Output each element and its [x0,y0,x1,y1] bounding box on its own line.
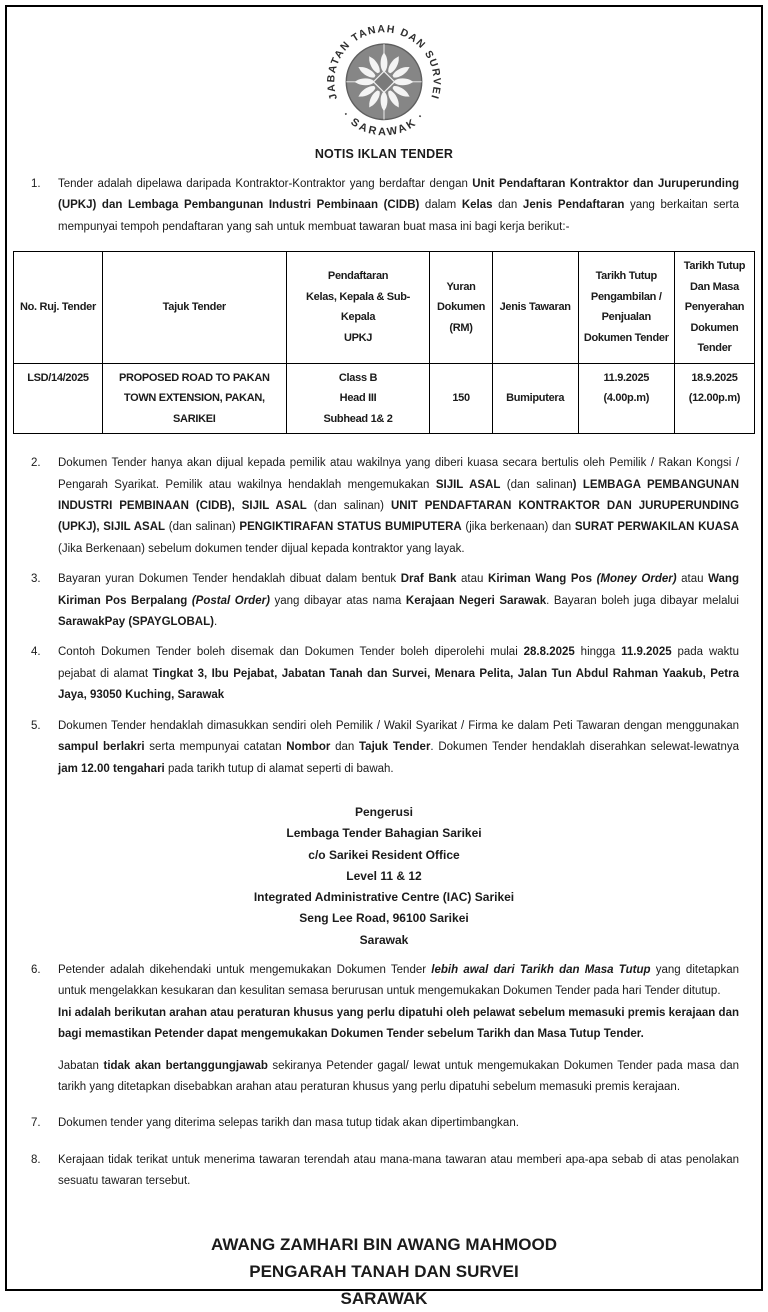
paragraph-number-spacer [31,1003,58,1046]
header-pendaftaran-upkj: Pendaftaran Kelas, Kepala & Sub- Kepala UPKJ [286,252,430,364]
department-seal-logo [321,15,447,141]
paragraph-text: Petender adalah dikehendaki untuk mengemukakan Dokumen Tender lebih awal dari Tarikh dan Masa Tutup yang ditetapkan untuk mengelakkan kesukaran dan kesulitan semasa berurusan untuk mengemukakan Dokumen Tender pada hari Tender ditutup. [58,963,739,998]
paragraph-number: 5. [31,719,41,732]
paragraph-text: Contoh Dokumen Tender boleh disemak dan Dokumen Tender boleh diperolehi mulai 28.8.2025 hingga 11.9.2025 pada waktu pejabat di alamat Tingkat 3, Ibu Pejabat, Jabatan Tanah dan Survei, Menara Pelita, Jalan Tun Abdul Rahman Yaakub, Petra Jaya, 93050 Kuching, Sarawak [58,646,739,702]
paragraph-4 [31,642,739,706]
paragraph-5 [31,716,739,780]
tender-table [13,251,755,434]
header-tarikh-tutup-penyerahan: Tarikh Tutup Dan Masa Penyerahan Dokumen Tender [674,252,754,364]
paragraph-text: Dokumen Tender hendaklah dimasukkan sendiri oleh Pemilik / Wakil Syarikat / Firma ke dalam Peti Tawaran dengan menggunakan sampul berlakri serta mempunyai catatan Nombor dan Tajuk Tender. Dokumen Tender hendaklah diserahkan selewat-lewatnya jam 12.00 tengahari pada tarikh tutup di alamat seperti di bawah. [58,719,740,775]
cell-tarikh-tutup-penjualan: 11.9.2025 (4.00p.m) [578,363,674,434]
paragraph-number: 2. [31,457,41,470]
cell-tarikh-tutup-penyerahan: 18.9.2025 (12.00p.m) [674,363,754,434]
seal-bottom-text: · SARAWAK · [339,109,429,139]
paragraph-text: Dokumen tender yang diterima selepas tarikh dan masa tutup tidak akan dipertimbangkan. [58,1117,519,1130]
paragraph-3 [31,569,739,633]
paragraph-7 [31,1113,739,1134]
header-tarikh-tutup-penjualan: Tarikh Tutup Pengambilan / Penjualan Dokumen Tender [578,252,674,364]
address-block: Pengerusi Lembaga Tender Bahagian Sarikei c/o Sarikei Resident Office Level 11 & 12 Integrated Administrative Centre (IAC) Sarikei Seng Lee Road, 96100 Sarikei Sarawak [253,804,515,947]
paragraph-text: Tender adalah dipelawa daripada Kontraktor-Kontraktor yang berdaftar dengan Unit Pendaftaran Kontraktor dan Juruperunding (UPKJ) dan Lembaga Pembangunan Industri Pembinaan (CIDB) dalam Kelas dan Jenis Pendaftaran yang berkaitan serta mempunyai tempoh pendaftaran yang sah untuk membuat tawaran buat masa ini bagi kerja berikut:- [58,178,739,233]
table-row [14,363,755,434]
paragraph-number: 7. [31,1117,41,1130]
paragraph-8 [31,1150,739,1193]
paragraph-number: 3. [31,573,41,586]
header-jenis-tawaran: Jenis Tawaran [492,252,578,364]
paragraph-number: 1. [31,178,41,190]
paragraph-number: 8. [31,1153,41,1166]
cell-yuran-dokumen: 150 [430,363,492,434]
paragraph-number: 6. [31,963,41,976]
header-tajuk-tender: Tajuk Tender [102,252,286,364]
paragraph-text: Ini adalah berikutan arahan atau peraturan khusus yang perlu dipatuhi oleh pelawat sebelum memasuki premis kerajaan dan bagi memastikan Petender dapat mengemukakan Dokumen Tender sebelum Tarikh dan Masa Tutup Tender. [58,1006,739,1041]
signature-block: AWANG ZAMHARI BIN AWANG MAHMOOD PENGARAH TANAH DAN SURVEI SARAWAK [211,1234,557,1308]
cell-tajuk-tender: PROPOSED ROAD TO PAKAN TOWN EXTENSION, PAKAN, SARIKEI [102,363,286,434]
seal-top-text: JABATAN TANAH DAN SURVEI [325,23,443,102]
paragraph-6b [31,1003,739,1046]
paragraph-6c [31,1056,739,1099]
header-no-ruj-tender: No. Ruj. Tender [14,252,103,364]
paragraph-1 [31,174,739,238]
document-header [7,15,761,161]
cell-jenis-tawaran: Bumiputera [492,363,578,434]
paragraph-text: Kerajaan tidak terikat untuk menerima tawaran terendah atau mana-mana tawaran atau memberi apa-apa sebab di atas penolakan sesuatu tawaran tersebut. [58,1153,739,1188]
paragraph-6 [31,960,739,1003]
document-frame [5,5,763,1308]
cell-pendaftaran-upkj: Class B Head III Subhead 1& 2 [286,363,430,434]
paragraph-2 [31,453,739,560]
paragraph-text: Bayaran yuran Dokumen Tender hendaklah dibuat dalam bentuk Draf Bank atau Kiriman Wang Pos (Money Order) atau Wang Kiriman Pos Berpalang (Postal Order) yang dibayar atas nama Kerajaan Negeri Sarawak. Bayaran boleh juga dibayar melalui SarawakPay (SPAYGLOBAL). [58,573,739,629]
notice-title: NOTIS IKLAN TENDER [314,147,454,161]
paragraph-text: Jabatan tidak akan bertanggungjawab sekiranya Petender gagal/ lewat untuk mengemukakan Dokumen Tender pada masa dan tarikh yang ditetapkan disebabkan arahan atau peraturan khusus yang perlu dipatuhi sebelum memasuki premis kerajaan. [58,1059,740,1094]
cell-no-ruj-tender: LSD/14/2025 [14,363,103,434]
paragraph-text: Dokumen Tender hanya akan dijual kepada pemilik atau wakilnya yang diberi kuasa secara bertulis oleh Pemilik / Rakan Kongsi / Pengarah Syarikat. Pemilik atau wakilnya hendaklah mengemukakan SIJIL ASAL (dan salinan) LEMBAGA PEMBANGUNAN INDUSTRI PEMBINAAN (CIDB), SIJIL ASAL (dan salinan) UNIT PENDAFTARAN KONTRAKTOR DAN JURUPERUNDING (UPKJ), SIJIL ASAL (dan salinan) PENGIKTIRAFAN STATUS BUMIPUTERA (jika berkenaan) dan SURAT PERWAKILAN KUASA (Jika Berkenaan) sebelum dokumen tender dijual kepada kontraktor yang layak. [58,457,740,555]
paragraph-number-spacer [31,1056,58,1099]
table-header-row [14,252,755,364]
header-yuran-dokumen: Yuran Dokumen (RM) [430,252,492,364]
paragraph-number: 4. [31,646,41,659]
